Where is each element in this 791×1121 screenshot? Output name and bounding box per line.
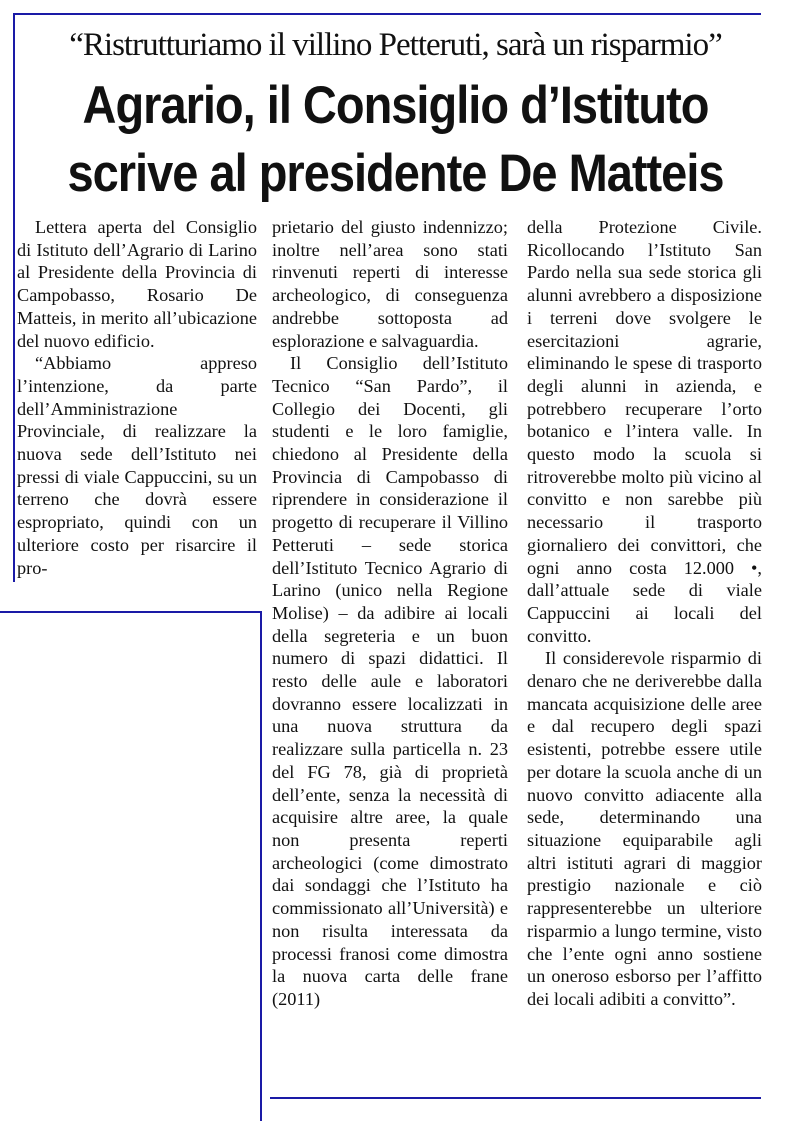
- article-column-3: [527, 216, 762, 1011]
- inset-right-rule: [260, 611, 262, 1121]
- paragraph: Lettera aperta del Consiglio di Istituto dell’Agrario di Larino al Presidente della Provincia di Campobasso, Rosario De Matteis, in merito all’ubicazione del nuovo edificio.: [17, 217, 257, 351]
- headline-line-1: Agrario, il Consiglio d’Istituto: [82, 74, 709, 135]
- headline-line-2: scrive al presidente De Matteis: [67, 142, 724, 203]
- kicker: “Ristrutturiamo il villino Petteruti, sarà un risparmio”: [69, 27, 722, 63]
- paragraph: “Abbiamo appreso l’intenzione, da parte dell’Amministrazione Provinciale, di realizzare la nuova sede dell’Istituto nei pressi di viale Cappuccini, su un terreno che dovrà essere espropriato, quindi con un ulteriore costo per risarcire il pro-: [17, 353, 257, 578]
- paragraph: Il considerevole risparmio di denaro che ne deriverebbe dalla mancata acquisizione delle aree e dal recupero degli spazi esistenti, potrebbe essere utile per dotare la scuola anche di un nuovo convitto adiacente alla sede, determinando una situazione equiparabile agli altri istituti agrari di maggior prestigio nazionale e ciò rappresenterebbe un ulteriore risparmio a lungo termine, visto che l’ente ogni anno sostiene un oneroso esborso per l’affitto dei locali adibiti a convitto”.: [527, 648, 762, 1009]
- article-column-2: [272, 216, 508, 1011]
- bottom-rule: [270, 1097, 761, 1099]
- paragraph: Il Consiglio dell’Istituto Tecnico “San Pardo”, il Collegio dei Docenti, gli studenti e le loro famiglie, chiedono al Presidente della Provincia di Campobasso di riprendere in considerazione il progetto di recuperare il Villino Petteruti – sede storica dell’Istituto Tecnico Agrario di Larino (unico nella Regione Molise) – da adibire ai locali della segreteria e un buon numero di spazi didattici. Il resto delle aule e laboratori dovranno essere localizzati in una nuova struttura da realizzare sulla particella n. 23 del FG 78, già di proprietà dell’ente, senza la necessità di acquisire altre aree, la quale non presenta reperti archeologici (come dimostrato dai sondaggi che l’Istituto ha commissionato all’Università) e non risulta interessata da processi franosi come dimostra la nuova carta delle frane (2011): [272, 353, 508, 1009]
- paragraph: prietario del giusto indennizzo; inoltre nell’area sono stati rinvenuti reperti di interesse archeologico, di conseguenza andrebbe sottoposta ad esplorazione e salvaguardia.: [272, 217, 508, 351]
- top-rule: [15, 13, 761, 15]
- paragraph: della Protezione Civile. Ricollocando l’Istituto San Pardo nella sua sede storica gli alunni avrebbero a disposizione i terreni dove svolgere le esercitazioni agrarie, eliminando le spese di trasporto degli alunni in azienda, e potrebbero recuperare l’orto botanico e l’intera valle. In questo modo la scuola si ritroverebbe molto più vicino al convitto e non sarebbe più necessario il trasporto giornaliero dei convittori, che ogni anno costa 12.000 •, dall’attuale sede di viale Cappuccini ai locali del convitto.: [527, 217, 762, 646]
- inset-top-rule: [0, 611, 262, 613]
- article-column-1: [17, 216, 257, 579]
